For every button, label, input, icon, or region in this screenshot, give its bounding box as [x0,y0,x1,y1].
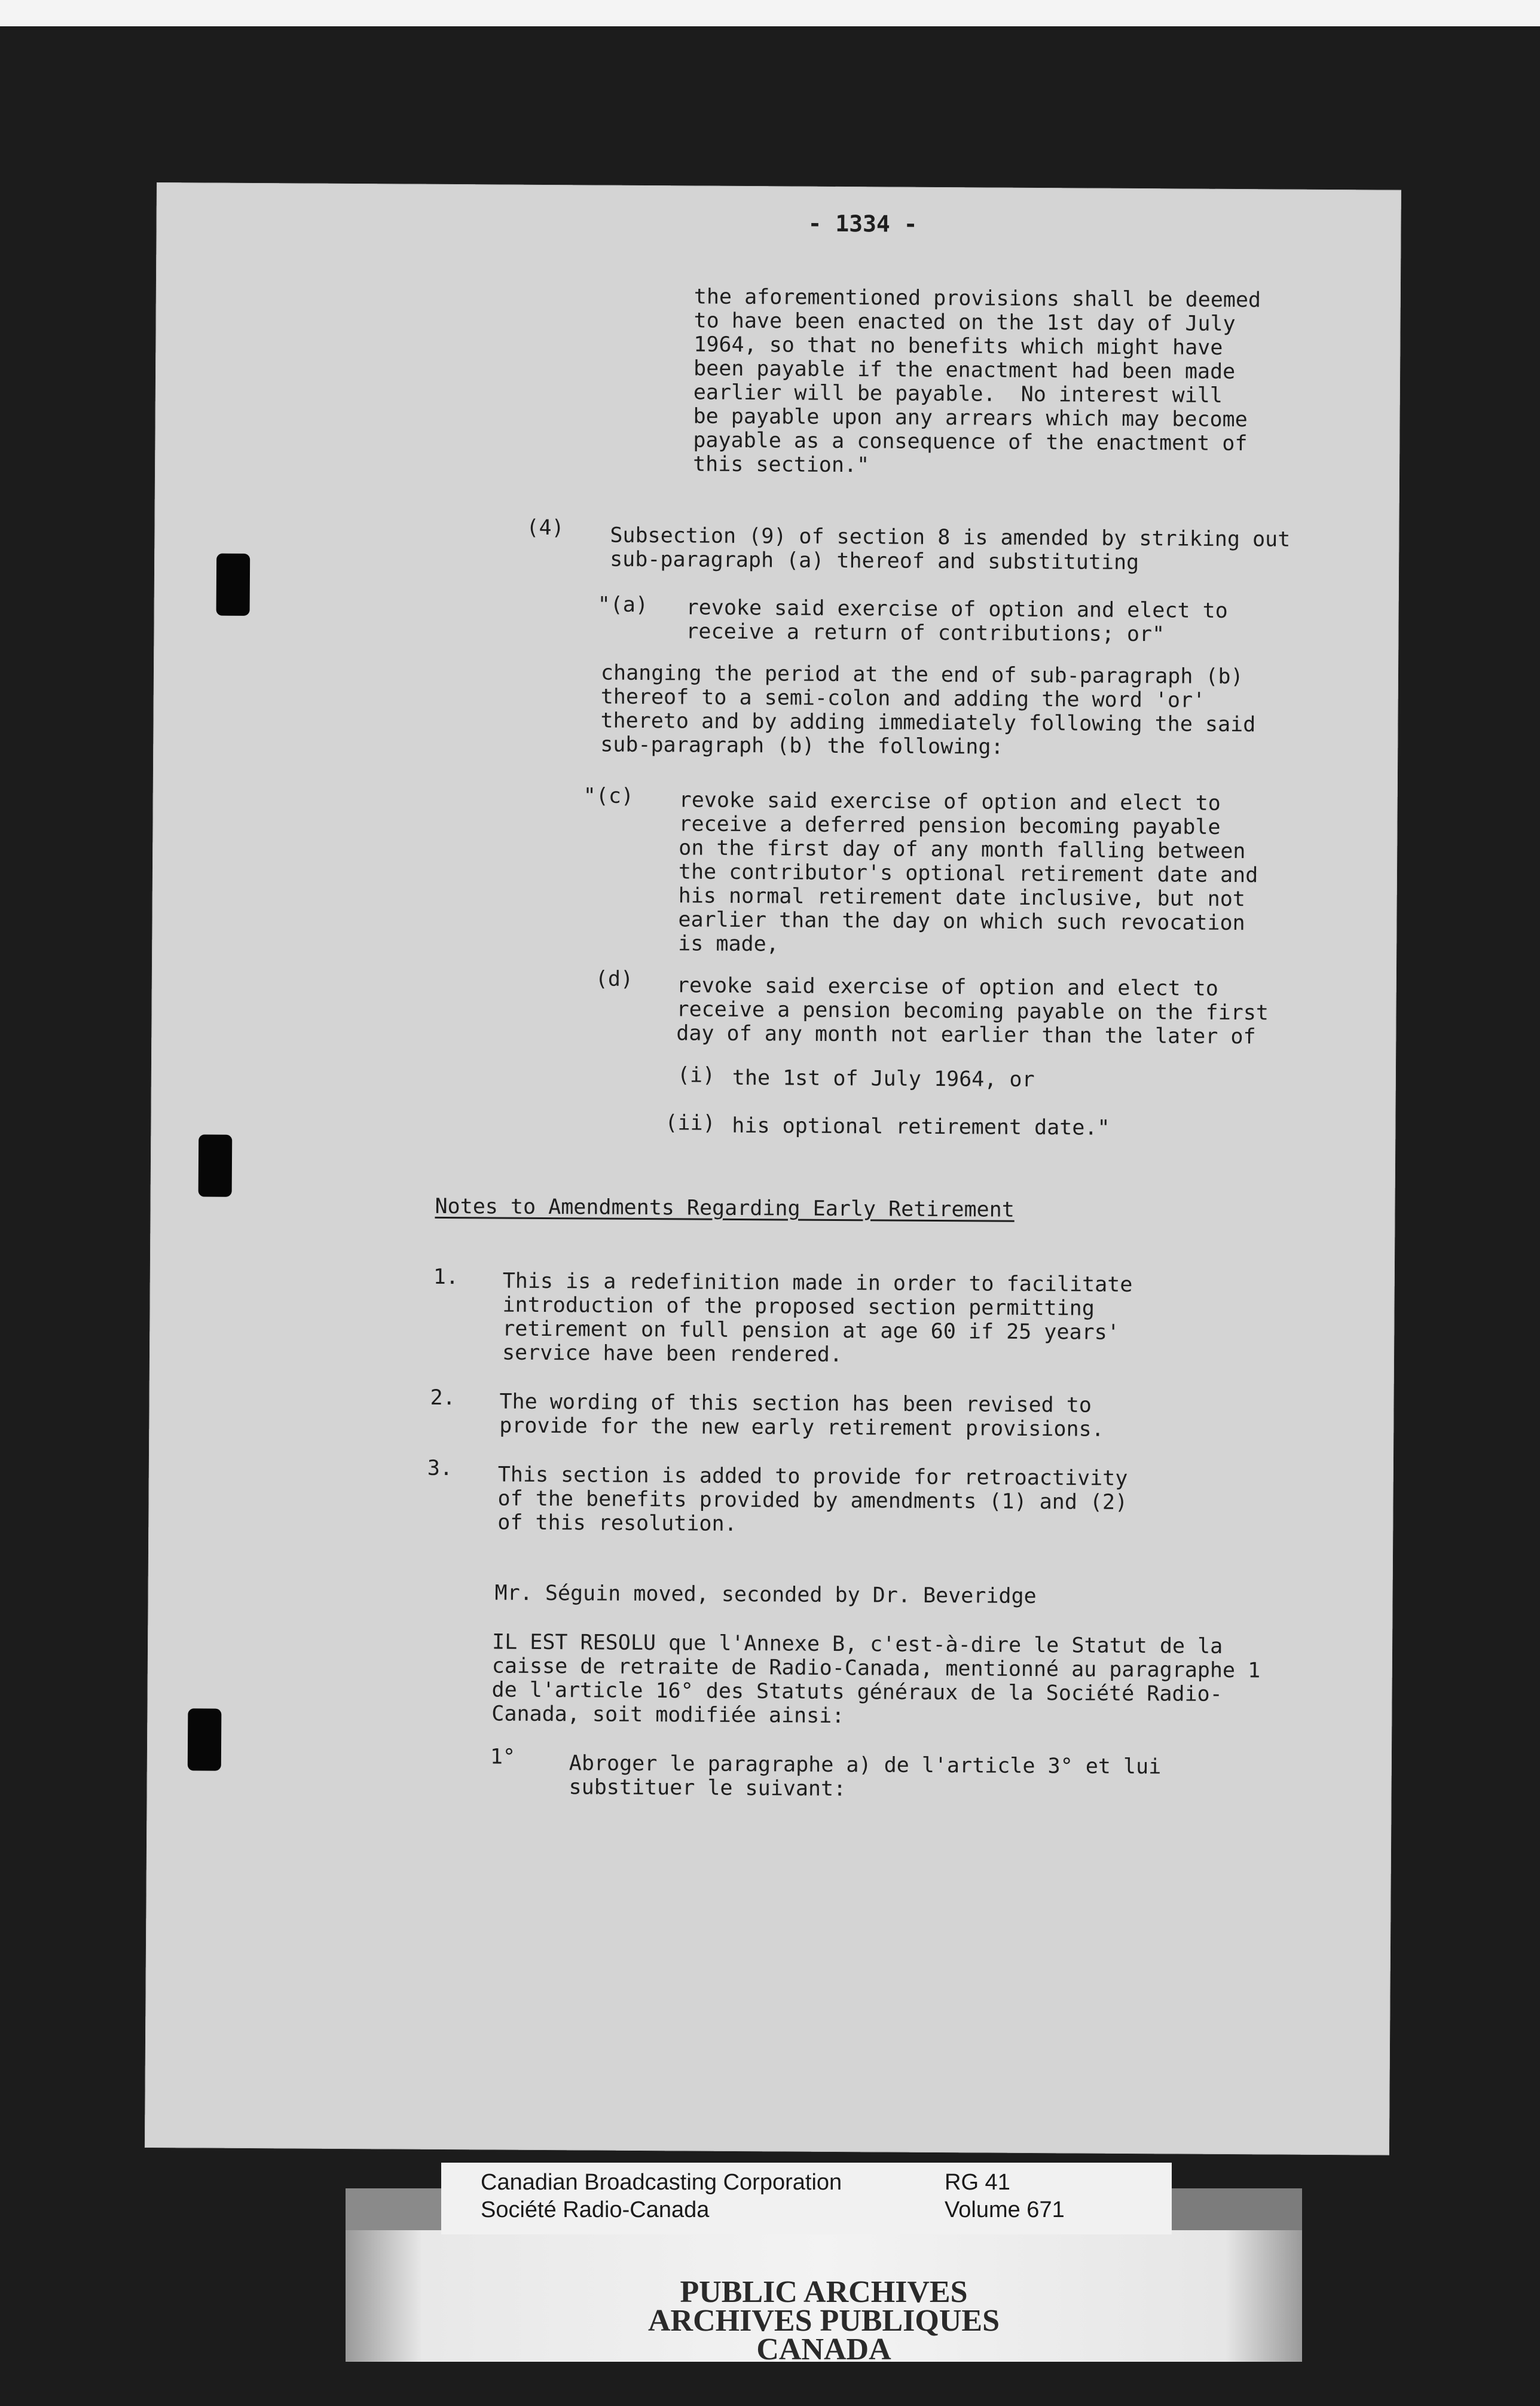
text-line: earlier than the day on which such revocation [678,908,1245,936]
text-line: caisse de retraite de Radio-Canada, mentionné au paragraphe 1 [491,1654,1261,1683]
text-line: introduction of the proposed section permitting [502,1293,1095,1321]
text-line: his optional retirement date." [732,1113,1110,1140]
sub-paragraph-label: (d) [595,967,634,991]
text-line: receive a return of contributions; or" [686,619,1165,647]
text-line: This section is added to provide for retroactivity [497,1462,1128,1491]
scan-top-margin [0,0,1540,26]
stamp-line-2: ARCHIVES PUBLIQUES [647,2304,1000,2338]
text-line: to have been enacted on the 1st day of July [693,309,1236,337]
text-line: day of any month not earlier than the later of [676,1021,1256,1049]
text-line: Subsection (9) of section 8 is amended by striking out [610,523,1291,552]
clause-label: (ii) [665,1111,716,1135]
note-number: 3. [427,1456,453,1481]
text-line: the aforementioned provisions shall be deemed [693,285,1261,313]
note-number: 1. [433,1265,459,1290]
text-line: revoke said exercise of option and elect to [686,596,1228,623]
text-line: thereto and by adding immediately following the said [600,709,1256,737]
text-line: revoke said exercise of option and elect to [676,973,1219,1001]
text-line: earlier will be payable. No interest will [693,380,1223,408]
note-number: 2. [430,1385,456,1410]
text-line: This is a redefinition made in order to facilitate [502,1269,1133,1297]
text-line: this section." [693,452,870,478]
text-line: of this resolution. [497,1510,737,1536]
text-line: sub-paragraph (b) the following: [600,732,1004,759]
punch-hole [216,554,250,616]
volume-number: Volume 671 [945,2197,1065,2222]
text-line: is made, [678,932,779,957]
page-number: - 1334 - [808,210,918,237]
text-line: thereof to a semi-colon and adding the word 'or' [600,685,1206,713]
text-line: substituer le suivant: [569,1775,847,1802]
text-line: provide for the new early retirement provisions. [499,1413,1104,1442]
sub-paragraph-label: "(c) [583,784,634,808]
text-line: sub-paragraph (a) thereof and substituting [610,547,1139,575]
punch-hole [188,1708,222,1770]
text-line: Abroger le paragraphe a) de l'article 3° et lui [569,1751,1162,1779]
text-line: Canada, soit modifiée ainsi: [491,1702,845,1729]
text-line: be payable upon any arrears which may become [693,404,1248,432]
text-line: the contributor's optional retirement date and [678,860,1258,888]
text-line: de l'article 16° des Statuts généraux de la Société Radio- [491,1678,1223,1706]
notes-heading: Notes to Amendments Regarding Early Retirement [435,1194,1015,1222]
punch-hole [198,1134,233,1196]
item-number: (4) [526,515,564,541]
stamp-line-3: CANADA [756,2332,891,2367]
org-name-en: Canadian Broadcasting Corporation [481,2170,842,2195]
clause-label: (i) [677,1063,716,1088]
record-group: RG 41 [945,2170,1010,2195]
text-line: on the first day of any month falling between [679,836,1246,864]
item-number: 1° [490,1745,516,1769]
text-line: IL EST RESOLU que l'Annexe B, c'est-à-dire le Statut de la [491,1630,1223,1659]
text-line: of the benefits provided by amendments (1) and (2) [497,1486,1128,1515]
text-line: receive a pension becoming payable on the first [676,997,1269,1025]
text-line: 1964, so that no benefits which might have [693,332,1223,360]
text-line: service have been rendered. [502,1341,843,1367]
text-line: receive a deferred pension becoming payable [679,812,1221,839]
text-line: changing the period at the end of sub-paragraph (b) [600,661,1243,689]
motion-line: Mr. Séguin moved, seconded by Dr. Beveridge [494,1581,1037,1609]
text-line: payable as a consequence of the enactment of [693,428,1248,456]
text-line: the 1st of July 1964, or [732,1065,1035,1092]
text-line: been payable if the enactment had been made [693,356,1236,384]
document-page [145,182,1401,2155]
text-line: retirement on full pension at age 60 if 25 years' [502,1317,1120,1345]
archives-stamp [346,2230,1302,2367]
org-name-fr: Société Radio-Canada [481,2197,710,2222]
sub-paragraph-label: "(a) [597,593,649,618]
text-line: revoke said exercise of option and elect to [679,788,1221,816]
text-line: The wording of this section has been revised to [499,1390,1092,1418]
archive-label [441,2163,1172,2234]
stamp-line-1: PUBLIC ARCHIVES [680,2275,968,2309]
text-line: his normal retirement date inclusive, but not [678,884,1246,912]
